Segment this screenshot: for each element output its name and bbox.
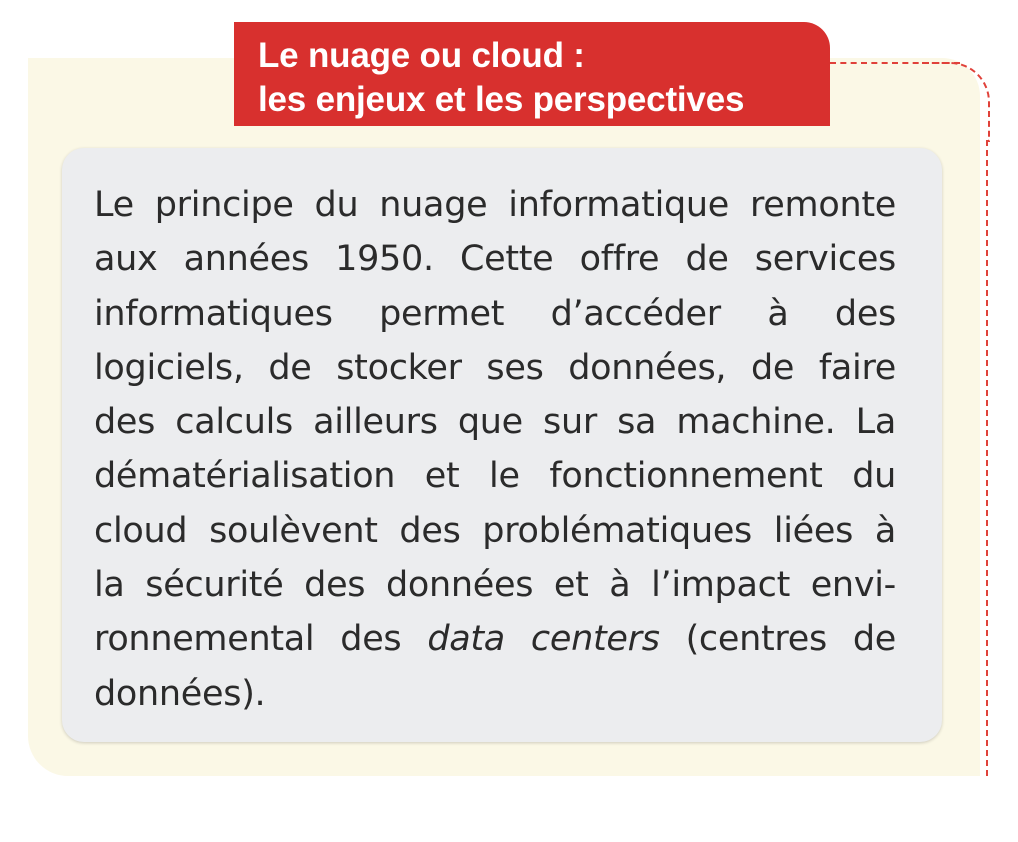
body-line-6: dématérialisation et le fonctionnement du [94, 456, 896, 497]
italic-term-data-centers: data centers [427, 619, 660, 660]
body-line-8: la sécurité des données et à l’impact envi- [94, 565, 896, 606]
body-line-2: aux années 1950. Cette offre de services [94, 239, 896, 280]
title-line-1: Le nuage ou cloud : [258, 36, 585, 75]
body-line-10: données). [94, 673, 266, 714]
body-line-1: Le principe du nuage informatique remonte [94, 185, 896, 225]
dashed-border-corner [922, 62, 990, 142]
body-line-9 [94, 612, 896, 666]
body-line-9-end: (centres de [659, 619, 896, 660]
section-title [234, 22, 830, 126]
title-line-2: les enjeux et les perspectives [258, 80, 745, 119]
body-line-7: cloud soulèvent des problématiques liées à [94, 510, 896, 551]
body-text-box [62, 148, 942, 742]
body-line-3: informatiques permet d’accéder à des [94, 293, 896, 334]
body-line-5: des calculs ailleurs que sur sa machine. La [94, 402, 896, 443]
body-line-9-start: ronnemental des [94, 619, 428, 660]
body-line-4: logiciels, de stocker ses données, de faire [94, 347, 896, 388]
dashed-border-right [986, 140, 988, 776]
